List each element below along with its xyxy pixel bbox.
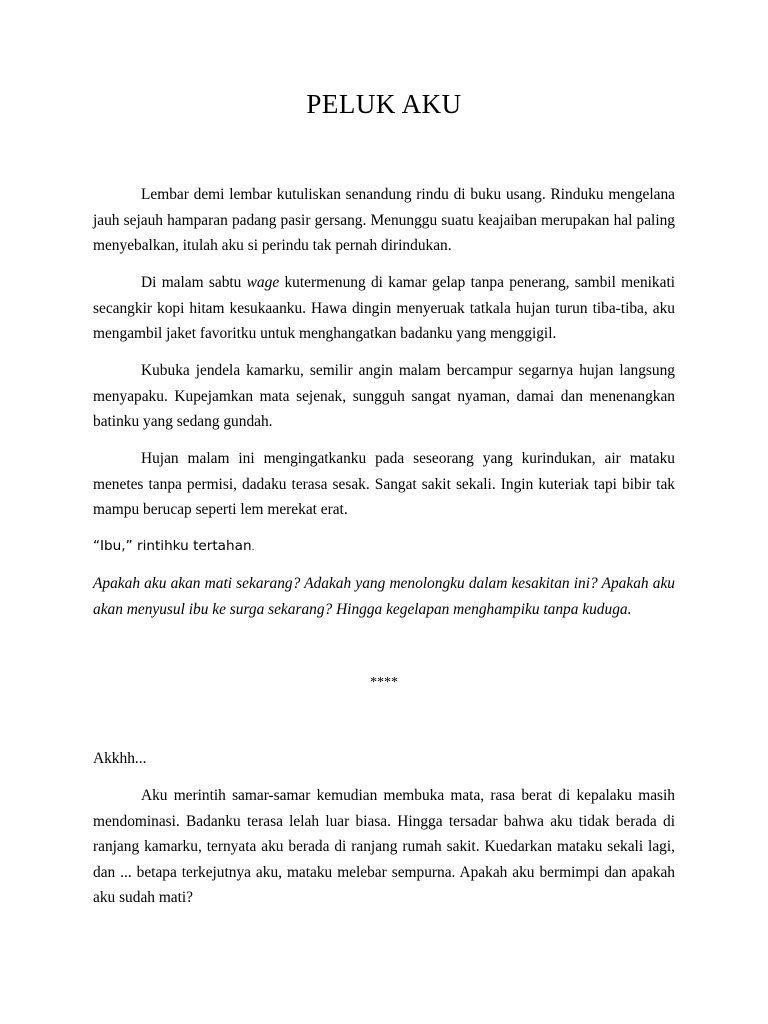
dialog-line <box>93 534 675 561</box>
paragraph-4: Hujan malam ini mengingatkanku pada seseorang yang kurindukan, air mataku menetes tanpa permisi, dadaku terasa sesak. Sangat sakit sekali. Ingin kuteriak tapi bibir tak mampu berucap seperti lem merekat erat. <box>93 450 675 518</box>
dialog-text: “Ibu,” rintihku tertahan <box>93 538 252 554</box>
paragraph-3: Kubuka jendela kamarku, semilir angin malam bercampur segarnya hujan langsung menyapaku. Kupejamkan mata sejenak, sungguh sangat nyaman, damai dan menenangkan batinku yang sedang gundah. <box>93 362 675 430</box>
paragraph-1: Lembar demi lembar kutuliskan senandung rindu di buku usang. Rinduku mengelana jauh sejauh hamparan padang pasir gersang. Menunggu suatu keajaiban merupakan hal paling menyebalkan, itulah aku si perindu tak pernah dirindukan. <box>93 186 675 254</box>
paragraph-2-start: Di malam sabtu <box>141 274 247 291</box>
dialog-trailing-period: . <box>251 543 255 553</box>
section-separator: **** <box>370 675 398 690</box>
paragraph-7: Aku merintih samar-samar kemudian membuka mata, rasa berat di kepalaku masih mendominasi. Badanku terasa lelah luar biasa. Hingga tersadar bahwa aku tidak berada di ranjang kamarku, ternyata aku berada di ranjang rumah sakit. Kuedarkan mataku sekali lagi, dan ... betapa terkejutnya aku, mataku melebar sempurna. Apakah aku bermimpi dan apakah aku sudah mati? <box>93 787 675 906</box>
paragraph-5-italic: Apakah aku akan mati sekarang? Adakah yang menolongku dalam kesakitan ini? Apakah aku akan menyusul ibu ke surga sekarang? Hingga kegelapan menghampiku tanpa kuduga. <box>93 575 675 618</box>
paragraph-2-end: kutermenung di kamar gelap tanpa penerang, sambil menikati secangkir kopi hitam kesukaanku. Hawa dingin menyeruak tatkala hujan turun tiba-tiba, aku mengambil jaket favoritku untuk menghangatkan badanku yang menggigil. <box>93 274 675 342</box>
story-title: PELUK AKU <box>306 89 462 119</box>
paragraph-2 <box>93 270 675 347</box>
paragraph-2-italic-word: wage <box>246 274 280 291</box>
paragraph-6: Akkhh... <box>93 750 147 767</box>
